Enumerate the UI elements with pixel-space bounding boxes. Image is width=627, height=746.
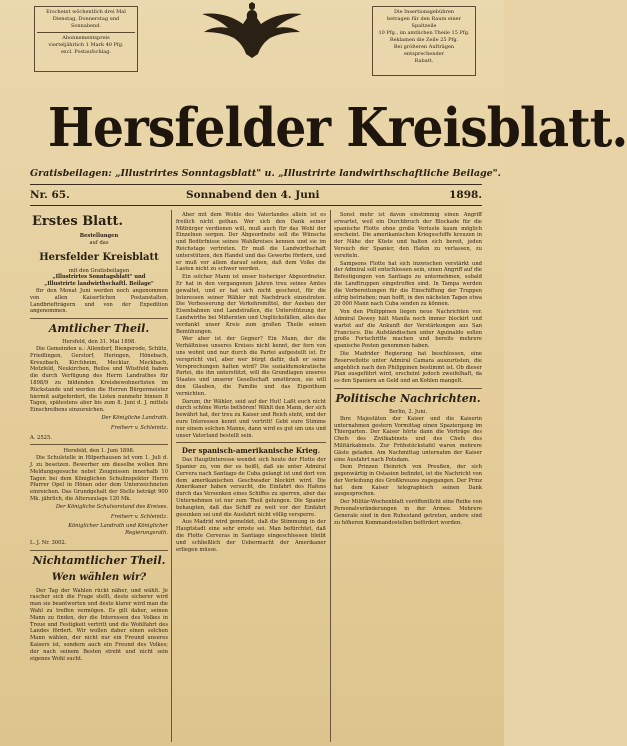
rates-line-4: Reklamen die Zeile 25 Pfg. [389,37,459,43]
section-divider [176,442,326,443]
paper-name: Hersfelder Kreisblatt [39,251,159,263]
section-heading: Amtlicher Theil. [48,322,150,336]
publication-schedule: Erscheint wöchentlich drei Mal [46,9,126,15]
notice-body: Die Gemeinden u.: Allendorf, Biengerode, Schlitz, Friedlingen, Gerstorf, Heringen, Hönebach, Kreuzbach, Kirchheim, Mecklar, Meckbach, Motzfeld, Neukirchen, Reilos und Wüstfeld haben die durch Verfügung des Herrn Landrathes für 1898/9 zu bildenden Kreisbewohnerlisten im Rückstande und werden die Herren Bürgermeister hiermit aufgefordert, die Listen nunmehr binnen 8 Tagen, spätestens aber bis zum 8. Juni d. J. mittels Einschreibens einzureichen. [30,345,168,414]
notice-reference: A. 2525. [30,434,52,441]
column-2 [176,212,326,742]
column-3 [334,212,482,742]
section-heading: Erstes Blatt. [32,214,124,229]
notice-signature: Königlicher Landrath und Königlicher Regierungsrath. [68,523,168,537]
section-divider [334,388,482,389]
column-divider [171,210,172,742]
masthead-title: Hersfelder Kreisblatt. [47,97,627,159]
article-body: Ein solcher Mann ist unser bisheriger Abgeordneter. Er hat in den vergangenen Jahren treu seines Amtes gewaltet, und er hat sich nicht gescheut, für die Interessen seiner Wähler mit Nachdruck einzutreten. Die Verbesserung der Verkehrsmittel, der Ausbau der Eisenbahnen und Landstraßen, die Unterstützung der Landwirthe bei Mißernten und Unglücksfällen, alles das verdankt unser Kreis zum großen Theile seinen Bemühungen. [176,274,326,335]
article-body: Aus Madrid wird gemeldet, daß die Stimmung in der Hauptstadt eine sehr ernste sei. Man befürchtet, daß die Flotte Cerveras in Santiago eingeschlossen bleibt und schließlich der Uebermacht der Amerikaner erliegen müsse. [176,519,326,553]
article-body: Ihre Majestäten der Kaiser und die Kaiserin unternahmen gestern Vormittag einen Spaziergang im Thiergarten. Der Kaiser hörte dann die Vorträge des Chefs des Zivilkabinets und des Chefs des Militärkabinets. Zur Frühstückstafel waren mehrere Gäste geladen. Am Nachmittag unternahm der Kaiser eine Ausfahrt nach Potsdam. [334,415,482,463]
header-rule-top [30,184,482,185]
subscription-info-box [34,6,138,72]
article-body: Der Tag der Wahlen rückt näher, und wählt. Je rascher sich die Frage stellt, desto sicherer wird man sie beantworten und desto klarer wird man die Wahl zu treffen vermögen. Es gilt daher, seinen Mann zu finden, der die Interessen des Volkes in Treue und Festigkeit vertritt und die Wohlfahrt des Landes fördert. Wir wollen daher einen solchen Mann wählen, der nicht nur ein Freund unseres Kaisers ist, sondern auch ein Freund des Volkes; der nach seinem Besten strebt und nicht sein eigenes Wohl sucht. [30,587,168,662]
notice-reference: L. J. Nr. 3002. [30,539,67,546]
article-body: Sonst mehr ist davon einstimmig einen Angriff erwartet, weil ein Durchbruch der Blockade für die spanische Flotte ohne große Verluste kaum möglich erscheint. Die amerikanischen Kriegsschiffe kreuzen in der Nähe der Küste und halten sich bereit, jeden Versuch der Spanier, den Hafen zu verlassen, zu vereiteln. [334,212,482,259]
issue-year: 1898. [449,189,482,201]
article-body: Von den Philippinen liegen neue Nachrichten vor. Admiral Dewey hält Manila noch immer blockirt und wartet auf die Ankunft der Verstärkungen aus San Francisco. Die Aufständischen unter Aguinaldo sollen große Fortschritte machen und bereits mehrere spanische Posten genommen haben. [334,309,482,350]
article-body: Wer aber ist der Gegner? Ein Mann, der die Verhältnisse unseres Kreises nicht kennt, der fern von uns wohnt und nur durch die Partei aufgestellt ist. Er verspricht viel, aber wer bürgt dafür, daß er seine Versprechungen halten wird? Die sozialdemokratische Partei, die ihn unterstützt, will die Grundlagen unseres Staates und unserer Gesellschaft umstürzen, sie will den Glauben, die Familie und das Eigenthum vernichten. [176,336,326,397]
column-1 [30,212,168,742]
header-rule-bottom [30,205,482,206]
notice-signature: Freiherr v. Schleinitz. [110,424,168,431]
article-body: Das Hauptinteresse wendet sich heute der Flotte der Spanier zu, von der es heißt, daß sie unter Admiral Cervera nach Santiago de Cuba gelangt ist und dort von dem amerikanischen Geschwader blockirt wird. Die Amerikaner haben versucht, die Einfahrt des Hafens durch das Versenken eines Schiffes zu sperren, aber das Unternehmen ist nur zum Theil gelungen. Die Spanier behaupten, daß das Schiff zu weit vor der Einfahrt gesunken sei und die Ausfahrt nicht völlig versperre. [176,457,326,518]
notice-date: Hersfeld, den 1. Juni 1898. [63,448,135,455]
issue-date: Sonnabend den 4. Juni [186,189,320,201]
article-body: Aber mit dem Wohle des Vaterlandes allein ist es freilich nicht gethan. Wer sich den Dank seiner Mitbürger verdienen will, muß auch für das Wohl der Einzelnen sorgen. Der Abgeordnete soll die Wünsche und Bedürfnisse seines Wahlkreises kennen und sie im Reichstage vertreten. Er muß die Landwirthschaft unterstützen, den Handel und das Gewerbe fördern, und er muß vor allem darauf sehen, daß dem Volke die Lasten nicht zu schwer werden. [176,212,326,273]
notice-signature: Der Königliche Schulvorstand des Kreises. [55,503,168,510]
section-divider [30,444,168,445]
subscription-text: für den Monat Juni werden noch angenommen von allen Kaiserlichen Postanstalten, Landbriefträgern und von der Expedition angenommen. [30,287,168,315]
section-heading: Politische Nachrichten. [335,391,481,405]
rates-line-2: betragen für den Raum einer Spaltzeile [386,16,462,29]
price-value: vierteljährlich 1 Mark 40 Pfg. [48,42,124,48]
dateline [30,186,482,204]
eagle-emblem-icon [200,2,304,60]
article-body: Darum, ihr Wähler, seid auf der Hut! Laßt euch nicht durch schöne Worte bethören! Wählt den Mann, der sich bewährt hat, der treu zu Kaiser und Reich steht, und der eure Interessen kennt und vertritt! Gebt eure Stimme nur einem solchen Manne, dann wird es gut um uns und unser Vaterland bestellt sein. [176,398,326,439]
subscription-text: mit den Gratisbeilagen [68,267,130,274]
rates-line-3: 10 Pfg., im amtlichen Theile 15 Pfg. [378,30,470,36]
notice-signature: Freiherr v. Schleinitz. [110,513,168,520]
rates-line-6: Rabatt. [414,58,434,64]
notice-signature: Der Königliche Landrath. [101,414,168,421]
article-title: Wen wählen wir? [51,571,147,583]
subscription-text: auf das [89,239,109,246]
column-divider [330,210,331,742]
article-body: Die Madrider Regierung hat beschlossen, eine Reserveflotte unter Admiral Camara auszurüsten, die angeblich nach den Philippinen bestimmt ist. Ob dieser Plan ausgeführt wird, erscheint jedoch zweifelhaft, da es den Spaniern an Geld und an Kohlen mangelt. [334,350,482,385]
subscription-heading: Bestellungen [79,233,119,239]
article-title: Der spanisch-amerikanische Krieg. [181,446,321,456]
news-dateline: Berlin, 2. Juni. [389,408,427,415]
article-body: Sampsons Flotte hat sich inzwischen verstärkt und der Admiral soll entschlossen sein, einen Angriff auf die Befestigungen von Santiago zu unternehmen, sobald die Landtruppen eingetroffen sind. In Tampa werden die Vorbereitungen für die Einschiffung der Truppen eifrig betrieben; man hofft, in den nächsten Tagen etwa 20 000 Mann nach Cuba senden zu können. [334,260,482,308]
supplement-name: „Illustrirte landwirthschaftl. Beilage" [44,281,154,288]
notice-date: Hersfeld, den 31. Mai 1898. [62,339,136,346]
supplements-subtitle: Gratisbeilagen: „Illustrirtes Sonntagsblatt" u. „Illustrirte landwirthschaftliche Beilage". [30,168,501,179]
rates-line-1: Die Insertionsgebühren [393,9,455,15]
publication-days: Dienstag, Donnerstag und Sonnabend. [52,16,120,29]
issue-number: Nr. 65. [30,189,70,201]
article-body: Dem Prinzen Heinrich von Preußen, der sich gegenwärtig in Ostasien befindet, ist die Nachricht von der Verleihung des Großkreuzes zugegangen. Der Prinz hat dem Kaiser telegraphisch seinen Dank ausgesprochen. [334,464,482,498]
advertising-rates-box [372,6,476,76]
box-divider [37,32,135,33]
article-body: Der Militär-Wochenblatt veröffentlicht eine Reihe von Personalveränderungen in der Armee. Mehrere Generale sind in den Ruhestand getreten, andere sind zu höheren Kommandostellen befördert worden. [334,499,482,526]
price-note: excl. Postaufschlag. [60,49,112,55]
supplement-name: „Illustrirtes Sonntagsblatt" und [52,274,146,281]
notice-body: Die Schulstelle in Hilperhausen ist vom 1. Juli d. J. zu besetzen. Bewerber um dieselbe wollen ihre Meldungsgesuche nebst Zeugnissen innerhalb 10 Tagen bei dem Königlichen Schulinspektor Herrn Pfarrer Opel in Hönen oder dem Unterzeichneten einreichen. Das Grundgehalt der Stelle beträgt 900 Mk. jährlich, die Alterszulage 120 Mk. [30,455,168,502]
section-divider [30,550,168,551]
section-heading: Nichtamtlicher Theil. [32,553,166,567]
price-label: Abonnementspreis [62,35,110,41]
section-divider [30,318,168,319]
rates-line-5: Bei größeren Aufträgen entsprechender [393,44,455,57]
